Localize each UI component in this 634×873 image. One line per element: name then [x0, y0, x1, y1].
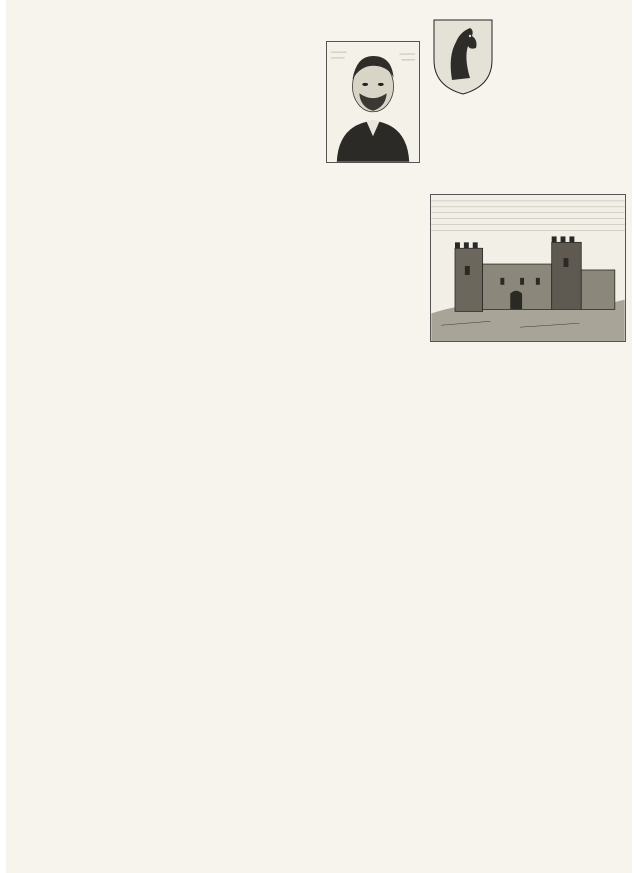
dictionary-page [6, 0, 632, 873]
shield-figure [430, 16, 496, 100]
column-right-rest [430, 354, 626, 864]
column-middle [231, 8, 421, 864]
portrait-illustration [326, 41, 420, 163]
column-right-float-text [500, 8, 626, 194]
portrait-figure [326, 41, 420, 163]
bottom-fade [6, 869, 632, 873]
castle-illustration [430, 194, 626, 342]
castle-figure [430, 194, 626, 342]
coat-of-arms-illustration [430, 16, 496, 96]
column-left [26, 8, 222, 864]
column-middle-rest [231, 182, 421, 864]
column-right [430, 8, 626, 864]
